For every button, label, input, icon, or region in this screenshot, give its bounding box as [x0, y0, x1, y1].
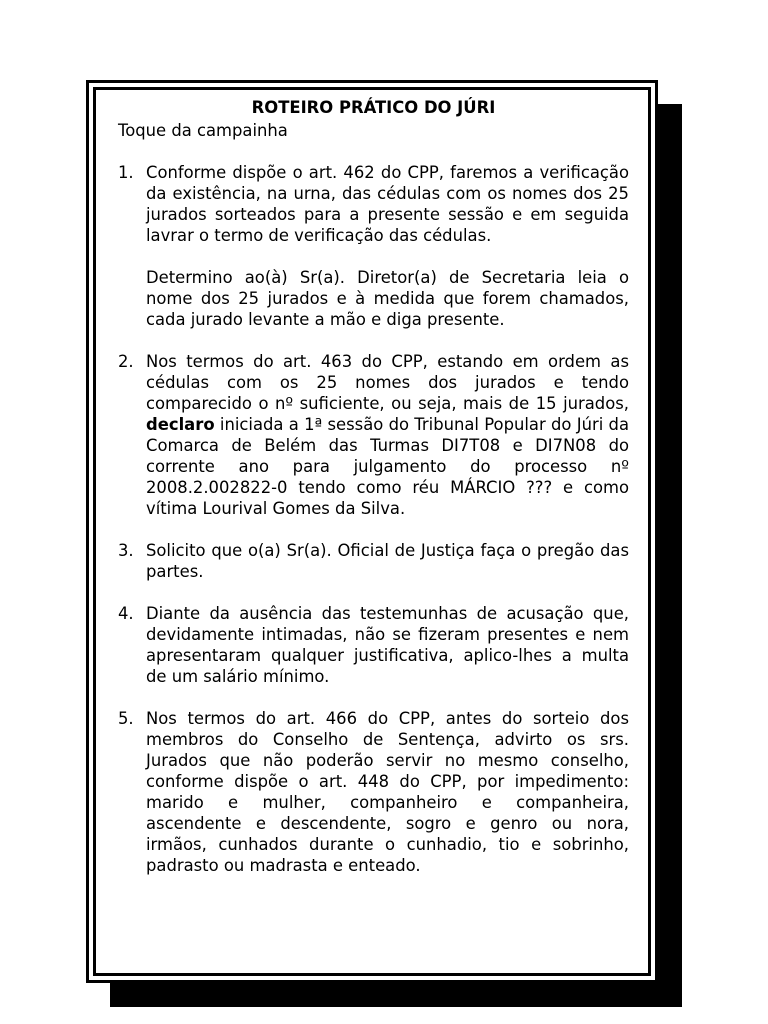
- list-item: [118, 351, 629, 519]
- item-number: 2.: [118, 352, 134, 371]
- item-number: 5.: [118, 709, 134, 728]
- item-paragraph: Determino ao(à) Sr(a). Diretor(a) de Secretaria leia o nome dos 25 jurados e à medida que forem chamados, cada jurado levante a mão e diga presente.: [146, 268, 629, 329]
- item-paragraph: Conforme dispõe o art. 462 do CPP, faremos a verificação da existência, na urna, das cédulas com os nomes dos 25 jurados sorteados para a presente sessão e em seguida lavrar o termo de verificação das cédulas.: [146, 163, 629, 245]
- list-item: [118, 708, 629, 876]
- list-item: [118, 603, 629, 687]
- instruction-list: [118, 162, 629, 876]
- item-number: 3.: [118, 541, 134, 560]
- list-item: [118, 162, 629, 330]
- item-paragraph: Nos termos do art. 466 do CPP, antes do sorteio dos membros do Conselho de Sentença, advirto os srs. Jurados que não poderão servir no mesmo conselho, conforme dispõe o art. 448 do CPP, por impedimento: marido e mulher, companheiro e companheira, ascendente e descendente, sogro e genro ou nora, irmãos, cunhados durante o cunhadio, tio e sobrinho, padrasto ou madrasta e enteado.: [146, 709, 629, 875]
- item-text: iniciada a 1ª sessão do Tribunal Popular do Júri da Comarca de Belém das Turmas DI7T08 e DI7N08 do corrente ano para julgamento do processo nº 2008.2.002822-0 tendo como réu MÁRCIO ??? e como vítima Lourival Gomes da Silva.: [146, 415, 629, 518]
- item-emphasis: declaro: [146, 415, 215, 434]
- document-subtitle: Toque da campainha: [118, 121, 288, 140]
- item-number: 4.: [118, 604, 134, 623]
- item-text: Nos termos do art. 463 do CPP, estando em ordem as cédulas com os 25 nomes dos jurados e tendo comparecido o nº suficiente, ou seja, mais de 15 jurados,: [146, 352, 629, 413]
- list-item: [118, 540, 629, 582]
- item-paragraph: Diante da ausência das testemunhas de acusação que, devidamente intimadas, não se fizeram presentes e nem apresentaram qualquer justificativa, aplico-lhes a multa de um salário mínimo.: [146, 604, 629, 686]
- document-content: [118, 96, 629, 897]
- item-paragraph: Solicito que o(a) Sr(a). Oficial de Justiça faça o pregão das partes.: [146, 541, 629, 581]
- document-title: ROTEIRO PRÁTICO DO JÚRI: [251, 98, 496, 117]
- item-number: 1.: [118, 163, 134, 182]
- item-paragraph: [146, 351, 629, 519]
